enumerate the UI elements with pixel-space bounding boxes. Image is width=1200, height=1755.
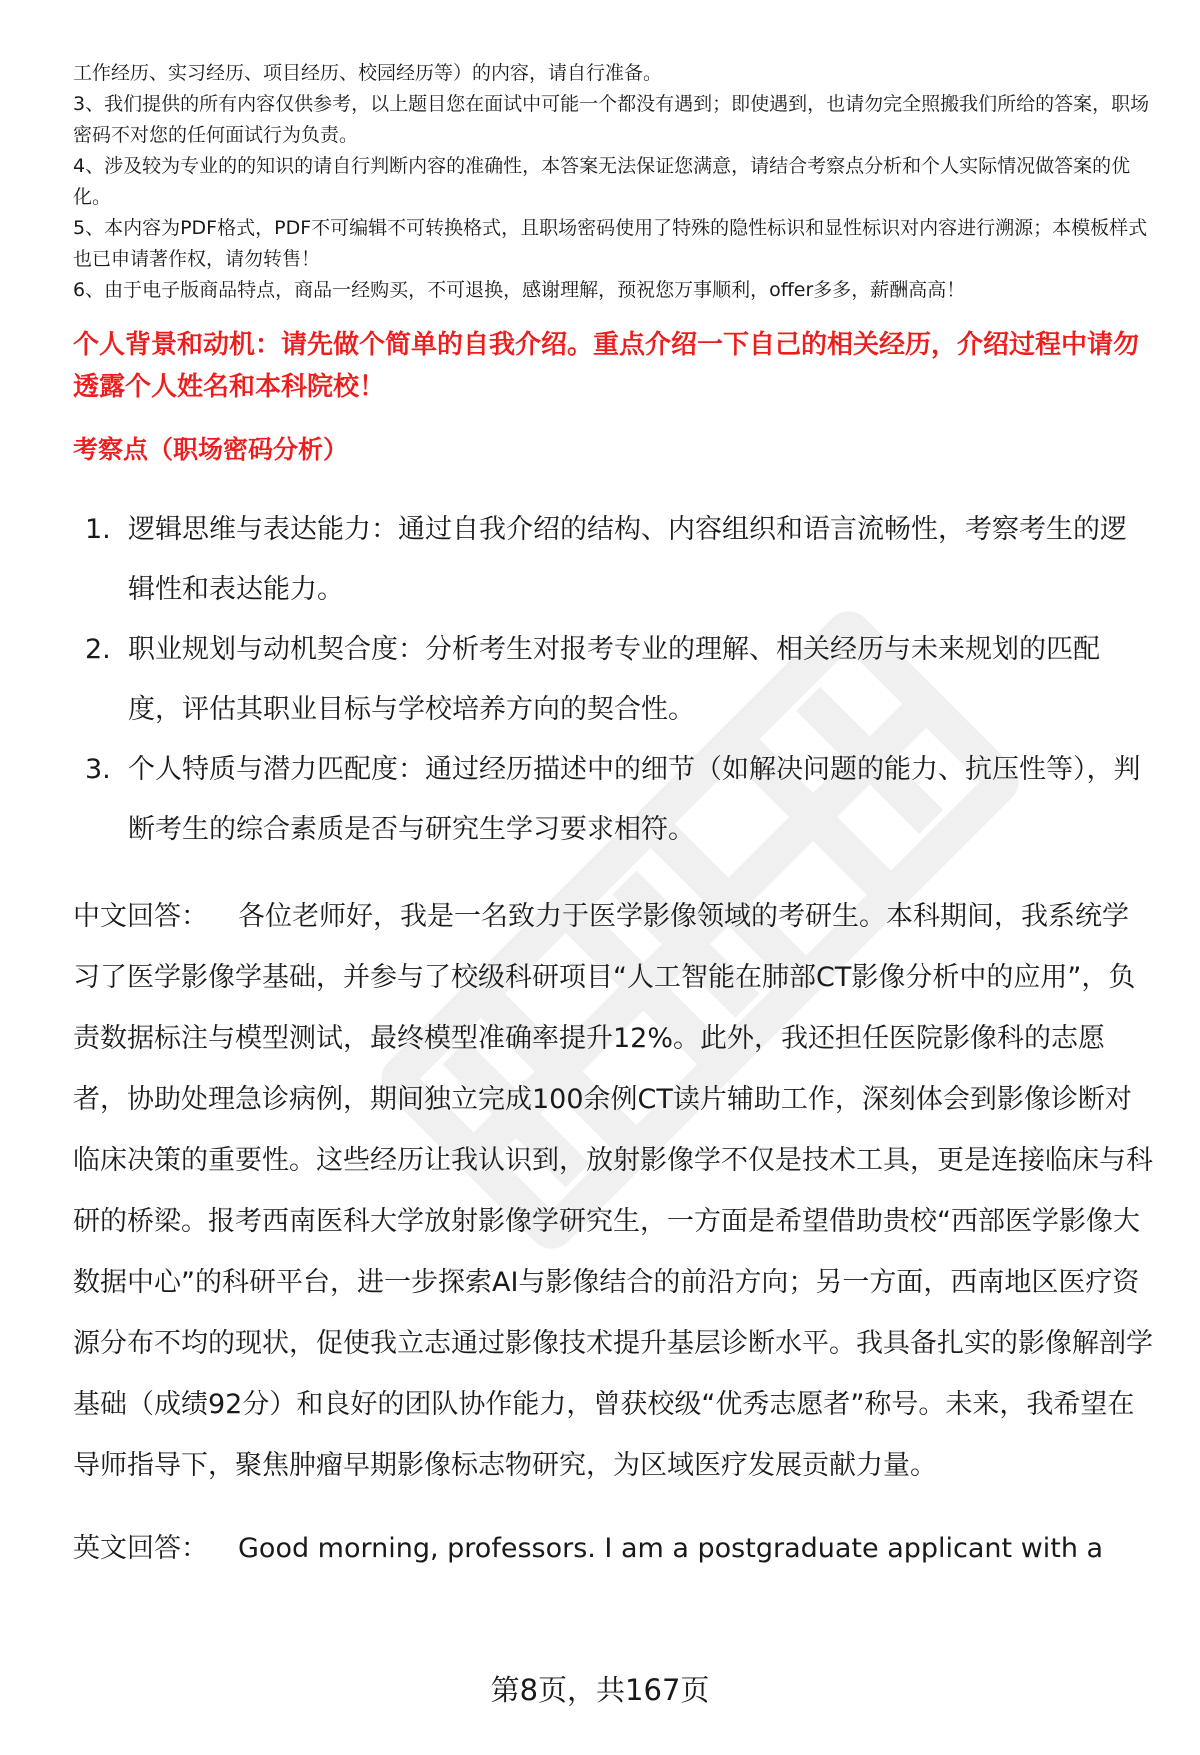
english-answer-label: 英文回答： [73,1533,208,1564]
point-text: 逻辑思维与表达能力：通过自我介绍的结构、内容组织和语言流畅性，考察考生的逻辑性和表达能力。 [128,514,1127,605]
analysis-point [73,620,1153,740]
point-number: 3. [85,754,111,785]
point-text: 职业规划与动机契合度：分析考生对报考专业的理解、相关经历与未来规划的匹配度，评估其职业目标与学校培养方向的契合性。 [128,634,1100,725]
page-content [73,58,1153,1579]
notes-list [73,58,1153,306]
english-answer-text: Good morning, professors. I am a postgraduate applicant with a [238,1533,1104,1564]
analysis-title: 考察点（职场密码分析） [73,435,349,464]
analysis-point [73,740,1153,860]
point-text: 个人特质与潜力匹配度：通过经历描述中的细节（如解决问题的能力、抗压性等），判断考生的综合素质是否与研究生学习要求相符。 [128,754,1141,845]
note-item: 工作经历、实习经历、项目经历、校园经历等）的内容，请自行准备。 [73,62,663,84]
point-number: 2. [85,634,111,665]
note-item: 3、我们提供的所有内容仅供参考，以上题目您在面试中可能一个都没有遇到；即使遇到，也请勿完全照搬我们所给的答案，职场密码不对您的任何面试行为负责。 [73,93,1150,146]
note-item: 4、涉及较为专业的的知识的请自行判断内容的准确性，本答案无法保证您满意，请结合考察点分析和个人实际情况做答案的优化。 [73,155,1131,208]
analysis-points-list [73,500,1153,860]
note-item: 5、本内容为PDF格式，PDF不可编辑不可转换格式，且职场密码使用了特殊的隐性标识和显性标识对内容进行溯源；本模板样式也已申请著作权，请勿转售！ [73,217,1148,270]
note-item: 6、由于电子版商品特点，商品一经购买，不可退换，感谢理解，预祝您万事顺利，offer多多，薪酬高高！ [73,279,966,301]
point-number: 1. [85,514,111,545]
analysis-point [73,500,1153,620]
chinese-answer-label: 中文回答： [73,901,208,932]
page-number: 第8页，共167页 [490,1673,710,1707]
chinese-answer [73,886,1153,1496]
chinese-answer-text: 各位老师好，我是一名致力于医学影像领域的考研生。本科期间，我系统学习了医学影像学基础，并参与了校级科研项目“人工智能在肺部CT影像分析中的应用”，负责数据标注与模型测试，最终模型准确率提升12%。此外，我还担任医院影像科的志愿者，协助处理急诊病例，期间独立完成100余例CT读片辅助工作，深刻体会到影像诊断对临床决策的重要性。这些经历让我认识到，放射影像学不仅是技术工具，更是连接临床与科研的桥梁。报考西南医科大学放射影像学研究生，一方面是希望借助贵校“西部医学影像大数据中心”的科研平台，进一步探索AI与影像结合的前沿方向；另一方面，西南地区医疗资源分布不均的现状，促使我立志通过影像技术提升基层诊断水平。我具备扎实的影像解剖学基础（成绩92分）和良好的团队协作能力，曾获校级“优秀志愿者”称号。未来，我希望在导师指导下，聚焦肿瘤早期影像标志物研究，为区域医疗发展贡献力量。 [73,901,1153,1481]
english-answer [73,1518,1153,1579]
question-title: 个人背景和动机：请先做个简单的自我介绍。重点介绍一下自己的相关经历，介绍过程中请勿透露个人姓名和本科院校！ [73,330,1140,402]
